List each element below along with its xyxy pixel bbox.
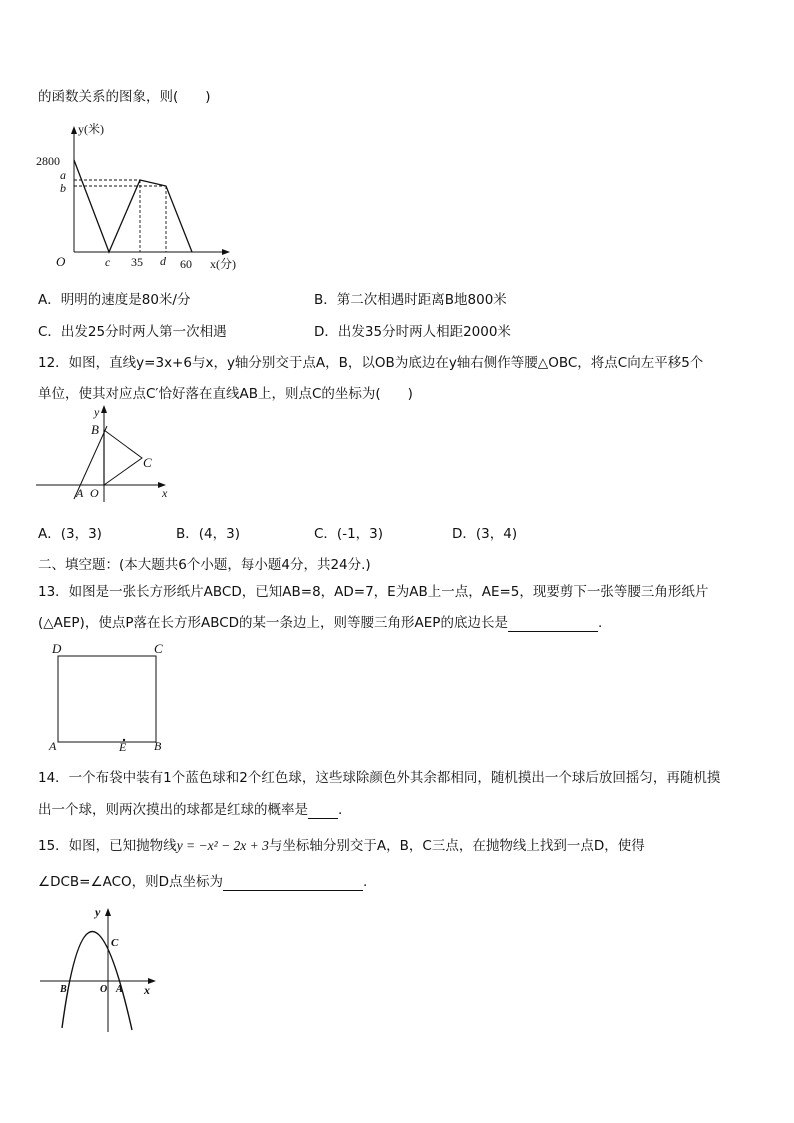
q13-rectangle-figure xyxy=(46,642,176,752)
q14-answer-blank[interactable] xyxy=(308,802,338,819)
q13-answer-blank[interactable] xyxy=(508,615,598,632)
q12-label-o: O xyxy=(90,486,99,500)
q11-option-d: D．出发35分时两人相距2000米 xyxy=(314,324,511,340)
q12-label-b: B xyxy=(91,422,99,437)
q15-text-line2-content: ∠DCB=∠ACO，则D点坐标为 xyxy=(38,874,224,890)
q11-origin-label: O xyxy=(56,254,66,269)
q13-label-b: B xyxy=(154,739,162,753)
q12-figure xyxy=(34,404,174,504)
q13-text-end: . xyxy=(597,615,603,631)
q15-parabola-figure xyxy=(36,904,166,1034)
q12-label-a: A xyxy=(76,486,84,500)
q15-suffix: 与坐标轴分别交于A，B，C三点，在抛物线上找到一点D，使得 xyxy=(268,838,645,854)
q15-answer-blank[interactable] xyxy=(223,874,363,891)
q11-x-tick-35: 35 xyxy=(131,255,143,269)
q13-text-line2 xyxy=(38,614,602,632)
q15-label-o: O xyxy=(100,984,108,995)
q12-option-b: B．(4，3) xyxy=(176,526,240,542)
q15-label-b: B xyxy=(60,984,67,995)
q15-label-x: x xyxy=(144,983,150,997)
q13-label-a: A xyxy=(49,739,57,753)
q15-label-a: A xyxy=(116,984,123,995)
q15-label-c: C xyxy=(111,937,119,949)
q11-y-tick-2800: 2800 xyxy=(36,154,60,168)
q11-option-c: C．出发25分时两人第一次相遇 xyxy=(38,324,227,340)
q15-prefix: 15．如图，已知抛物线 xyxy=(38,838,177,854)
q12-text-line2: 单位，使其对应点C′恰好落在直线AB上，则点C的坐标为( ) xyxy=(38,386,413,402)
q14-text-line1: 14．一个布袋中装有1个蓝色球和2个红色球，这些球除颜色外其余都相同，随机摸出一个球后放回摇匀，再随机摸 xyxy=(38,770,721,786)
q14-text-line2 xyxy=(38,801,342,819)
q11-x-axis-label: x(分) xyxy=(210,257,236,271)
q11-y-axis-label: y(米) xyxy=(78,122,104,136)
q11-x-tick-60: 60 xyxy=(180,257,192,271)
q11-y-tick-b: b xyxy=(60,181,66,195)
q12-label-c: C xyxy=(143,455,152,470)
q13-text-line1: 13．如图是一张长方形纸片ABCD，已知AB=8，AD=7，E为AB上一点，AE=5，现要剪下一张等腰三角形纸片 xyxy=(38,584,709,600)
q12-label-y: y xyxy=(94,405,100,419)
q13-label-d: D xyxy=(52,641,62,656)
q15-text-line2 xyxy=(38,873,367,891)
q11-option-b: B．第二次相遇时距离B地800米 xyxy=(314,292,507,308)
q13-label-c: C xyxy=(154,641,163,656)
q12-text-line1: 12．如图，直线y=3x+6与x，y轴分别交于点A，B，以OB为底边在y轴右侧作等腰△OBC，将点C向左平移5个 xyxy=(38,355,704,371)
q15-text-end: . xyxy=(363,874,368,890)
q14-text-line2-content: 出一个球，则两次摸出的球都是红球的概率是 xyxy=(38,802,308,818)
q15-formula: y = −x² − 2x + 3 xyxy=(176,838,269,853)
q11-tail-text: 的函数关系的图象，则( ) xyxy=(38,89,211,105)
q13-text-line2-content: (△AEP)，使点P落在长方形ABCD的某一条边上，则等腰三角形AEP的底边长是 xyxy=(38,615,508,631)
q12-label-x: x xyxy=(162,486,168,500)
q14-text-end: . xyxy=(338,802,343,818)
q12-option-a: A．(3，3) xyxy=(38,526,102,542)
q11-y-tick-a: a xyxy=(60,168,66,182)
q11-x-tick-c: c xyxy=(105,255,111,269)
q12-option-c: C．(-1，3) xyxy=(314,526,384,542)
q11-distance-time-graph xyxy=(34,118,264,278)
q12-option-d: D．(3，4) xyxy=(452,526,518,542)
section2-heading: 二、填空题：(本大题共6个小题，每小题4分，共24分.) xyxy=(38,557,371,573)
q15-label-y: y xyxy=(95,905,101,919)
q13-label-e: E xyxy=(119,740,127,754)
q11-option-a: A．明明的速度是80米/分 xyxy=(38,292,191,308)
q15-text-line1 xyxy=(38,837,645,855)
q11-x-tick-d: d xyxy=(160,254,166,268)
